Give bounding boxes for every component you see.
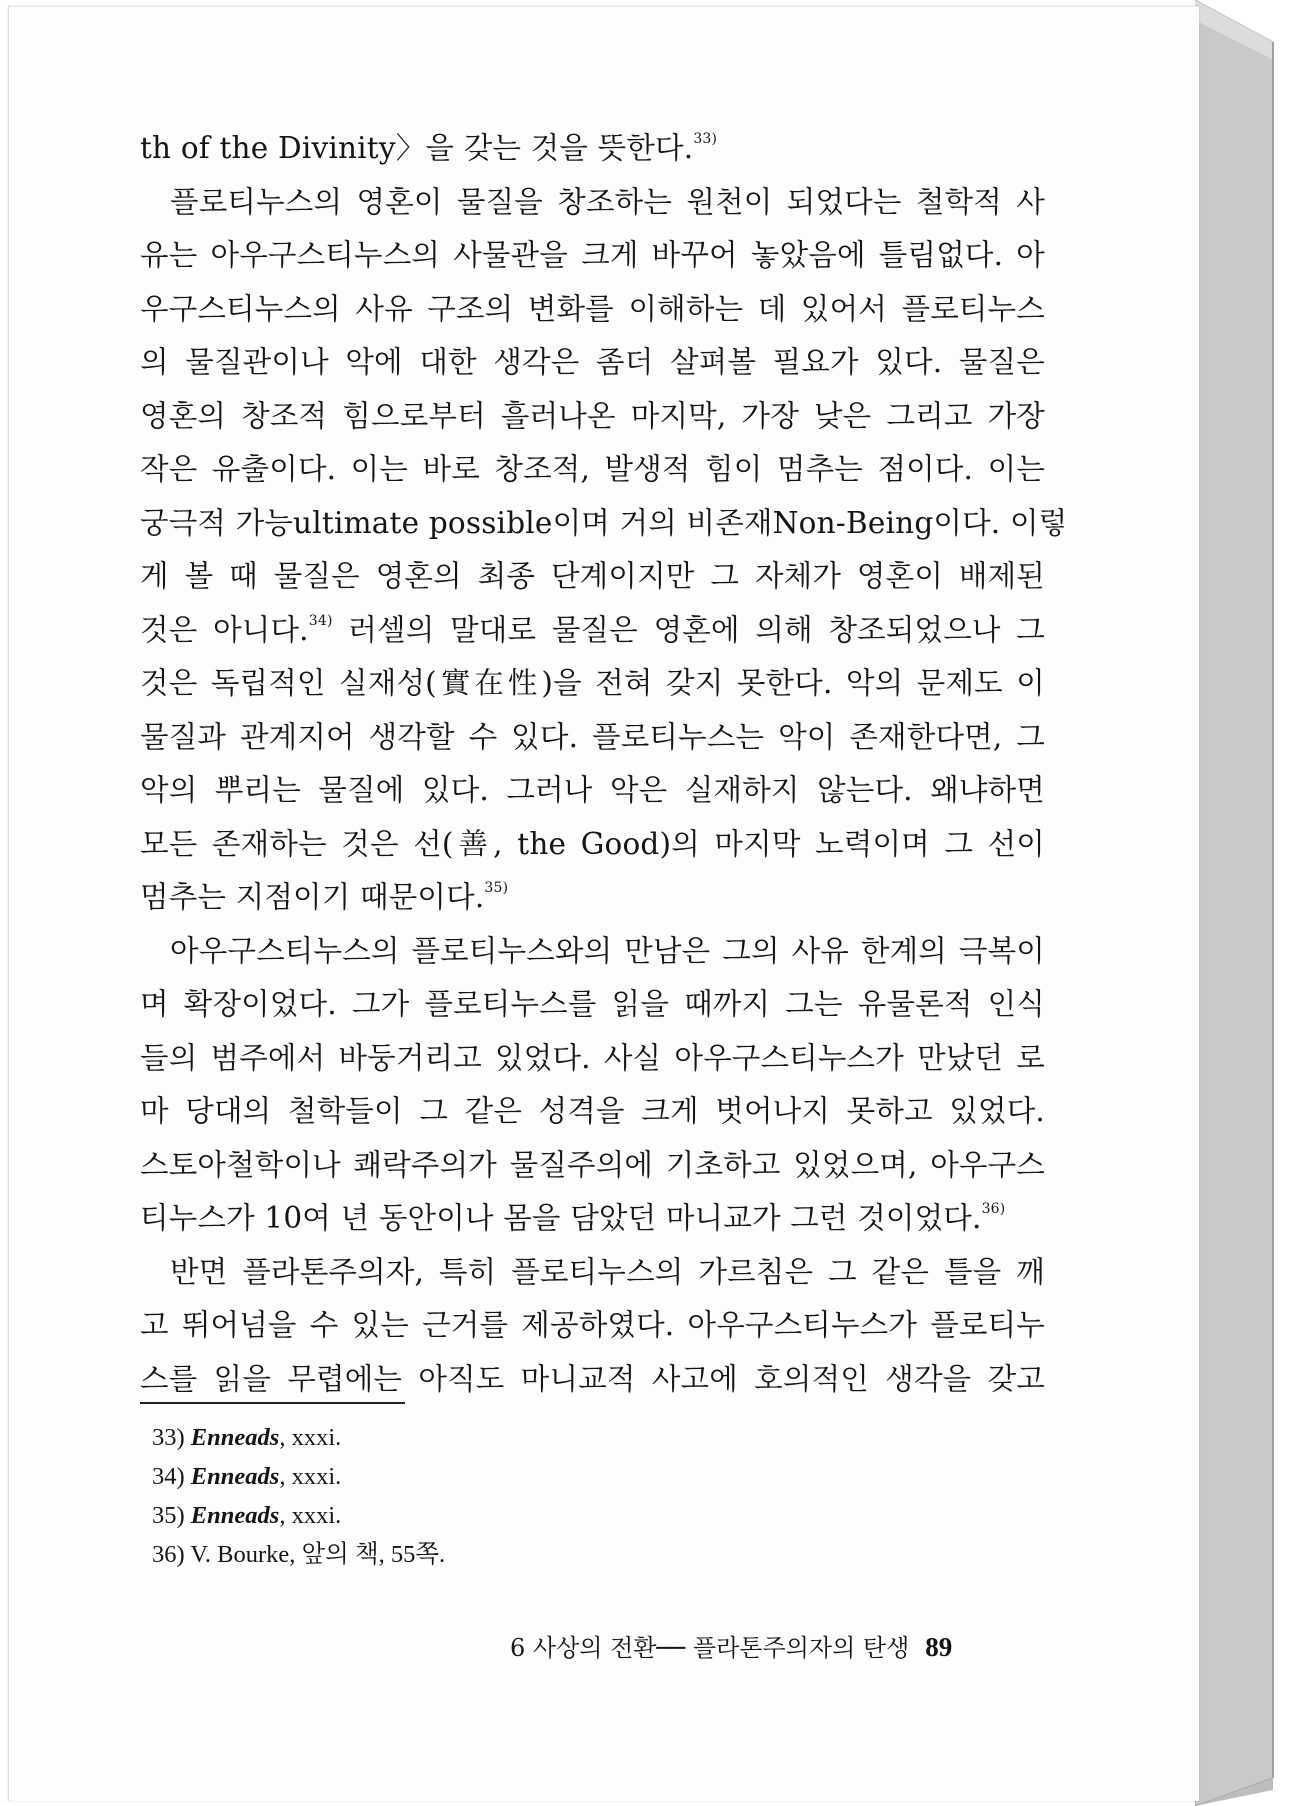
text-line: 마 당대의 철학들이 그 같은 성격을 크게 벗어나지 못하고 있었다. bbox=[140, 1094, 1045, 1128]
footnote-number: 33) bbox=[152, 1424, 185, 1451]
text-line: 것은 아니다.$^{34)}$ 러셀의 말대로 물질은 영혼에 의해 창조되었으나 그 bbox=[140, 612, 1046, 647]
footnote-item bbox=[152, 1535, 752, 1574]
text-line: th of the Divinity〉을 갖는 것을 뜻한다.$^{33)}$ bbox=[140, 131, 718, 165]
text-line: 악의 뿌리는 물질에 있다. 그러나 악은 실재하지 않는다. 왜냐하면 bbox=[140, 773, 1045, 807]
text-line: 스토아철학이나 쾌락주의가 물질주의에 기초하고 있었으며, 아우구스 bbox=[140, 1147, 1045, 1182]
footnote-reference[interactable]: 34) bbox=[308, 612, 333, 629]
footnote-reference[interactable]: 35) bbox=[484, 880, 509, 896]
page-number: 89 bbox=[925, 1632, 953, 1662]
footnote-title: Enneads bbox=[190, 1502, 280, 1529]
text-line: 우구스티누스의 사유 구조의 변화를 이해하는 데 있어서 플로티누스 bbox=[140, 291, 1045, 326]
footnotes bbox=[152, 1418, 752, 1574]
footnote-number: 36) bbox=[152, 1541, 185, 1568]
text-line: 모든 존재하는 것은 선(善, the Good)의 마지막 노력이며 그 선이 bbox=[140, 826, 1045, 861]
book-page-edges bbox=[1195, 0, 1285, 1806]
footnote-number: 35) bbox=[152, 1502, 185, 1529]
footnote-reference[interactable]: 36) bbox=[981, 1201, 1006, 1217]
footnote-number: 34) bbox=[152, 1463, 185, 1490]
text-line: 유는 아우구스티누스의 사물관을 크게 바꾸어 놓았음에 틀림없다. 아 bbox=[140, 238, 1045, 272]
text-line: 의 물질관이나 악에 대한 생각은 좀더 살펴볼 필요가 있다. 물질은 bbox=[140, 345, 1045, 379]
text-line: 들의 범주에서 바둥거리고 있었다. 사실 아우구스티누스가 만났던 로 bbox=[140, 1040, 1045, 1075]
footnote-title: Enneads bbox=[190, 1424, 280, 1451]
text-line: 게 볼 때 물질은 영혼의 최종 단계이지만 그 자체가 영혼이 배제된 bbox=[140, 559, 1045, 593]
chapter-title: 6 사상의 전환── 플라톤주의자의 탄생 bbox=[510, 1634, 910, 1662]
body-text bbox=[140, 122, 1068, 1406]
text-line: 궁극적 가능ultimate possible이며 거의 비존재Non-Being이다. 이렇 bbox=[140, 505, 1068, 540]
text-line: 플로티누스의 영혼이 물질을 창조하는 원천이 되었다는 철학적 사 bbox=[170, 184, 1045, 219]
text-line: 며 확장이었다. 그가 플로티누스를 읽을 때까지 그는 유물론적 인식 bbox=[140, 987, 1045, 1021]
text-line: 멈추는 지점이기 때문이다.$^{35)}$ bbox=[140, 880, 509, 914]
footnote-text: , xxxi. bbox=[279, 1502, 342, 1529]
text-line: 것은 독립적인 실재성(實在性)을 전혀 갖지 못한다. 악의 문제도 이 bbox=[140, 666, 1045, 700]
footnote-text: , xxxi. bbox=[279, 1463, 342, 1490]
text-line: 티누스가 10여 년 동안이나 몸을 담았던 마니교가 그런 것이었다.$^{36)}$ bbox=[140, 1201, 1006, 1235]
footnote-item bbox=[152, 1457, 752, 1496]
footnote-item bbox=[152, 1418, 752, 1457]
footnote-divider bbox=[140, 1402, 405, 1404]
footnote-title: Enneads bbox=[190, 1463, 280, 1490]
text-line: 아우구스티누스의 플로티누스와의 만남은 그의 사유 한계의 극복이 bbox=[170, 933, 1045, 968]
running-footer bbox=[510, 1628, 1030, 1663]
text-line: 영혼의 창조적 힘으로부터 흘러나온 마지막, 가장 낮은 그리고 가장 bbox=[140, 398, 1045, 433]
footnote-text: , xxxi. bbox=[279, 1424, 342, 1451]
footnote-text: V. Bourke, 앞의 책, 55쪽. bbox=[190, 1541, 446, 1568]
text-line: 물질과 관계지어 생각할 수 있다. 플로티누스는 악이 존재한다면, 그 bbox=[140, 719, 1045, 754]
text-line: 작은 유출이다. 이는 바로 창조적, 발생적 힘이 멈추는 점이다. 이는 bbox=[140, 452, 1045, 486]
text-line: 반면 플라톤주의자, 특히 플로티누스의 가르침은 그 같은 틀을 깨 bbox=[170, 1254, 1045, 1289]
text-line: 고 뛰어넘을 수 있는 근거를 제공하였다. 아우구스티누스가 플로티누 bbox=[140, 1308, 1045, 1342]
footnote-item bbox=[152, 1496, 752, 1535]
footnote-reference[interactable]: 33) bbox=[693, 131, 718, 147]
text-line: 스를 읽을 무렵에는 아직도 마니교적 사고에 호의적인 생각을 갖고 bbox=[140, 1361, 1045, 1396]
